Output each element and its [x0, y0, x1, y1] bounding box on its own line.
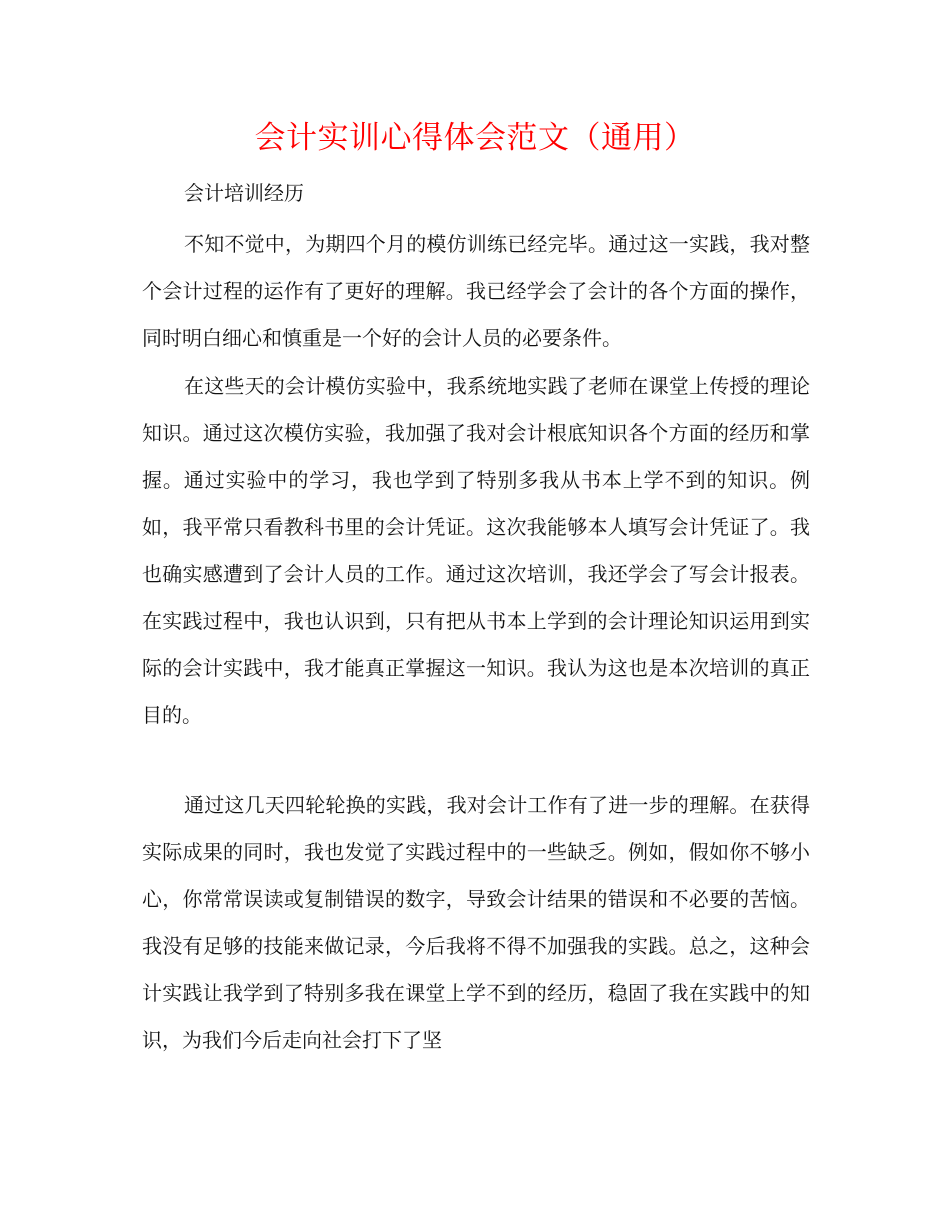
paragraph-2: 在这些天的会计模仿实验中，我系统地实践了老师在课堂上传授的理论知识。通过这次模仿实验，我加强了我对会计根底知识各个方面的经历和掌握。通过实验中的学习，我也学到了特别多我从书本上学不到的知识。例如，我平常只看教科书里的会计凭证。这次我能够本人填写会计凭证了。我也确实感遭到了会计人员的工作。通过这次培训，我还学会了写会计报表。在实践过程中，我也认识到，只有把从书本上学到的会计理论知识运用到实际的会计实践中，我才能真正掌握这一知识。我认为这也是本次培训的真正目的。	[142, 374, 810, 727]
section-heading: 会计培训经历	[184, 181, 304, 205]
paragraph-1: 不知不觉中，为期四个月的模仿训练已经完毕。通过这一实践，我对整个会计过程的运作有了更好的理解。我已经学会了会计的各个方面的操作，同时明白细心和慎重是一个好的会计人员的必要条件。	[142, 232, 810, 350]
page-title: 会计实训心得体会范文（通用）	[254, 120, 696, 156]
paragraph-3: 通过这几天四轮轮换的实践，我对会计工作有了进一步的理解。在获得实际成果的同时，我也发觉了实践过程中的一些缺乏。例如，假如你不够小心，你常常误读或复制错误的数字，导致会计结果的错误和不必要的苦恼。我没有足够的技能来做记录，今后我将不得不加强我的实践。总之，这种会计实践让我学到了特别多我在课堂上学不到的经历，稳固了我在实践中的知识，为我们今后走向社会打下了坚	[142, 793, 810, 1052]
